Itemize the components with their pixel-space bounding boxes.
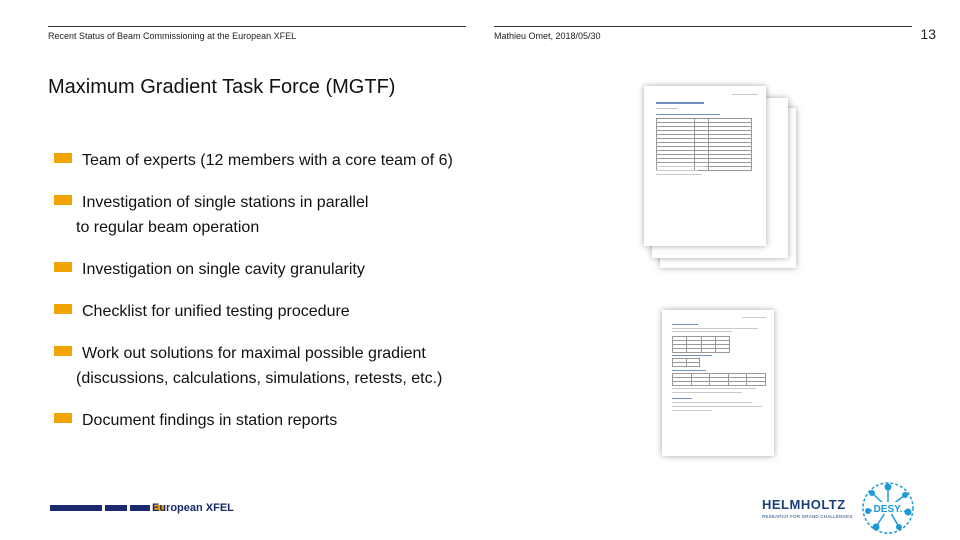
helmholtz-tagline: RESEARCH FOR GRAND CHALLENGES — [762, 514, 853, 519]
bullet-marker-icon — [54, 304, 72, 314]
doc-text-line — [672, 331, 732, 332]
station-report-thumbnail — [662, 310, 774, 456]
bullet-list — [54, 148, 614, 433]
doc-text-line — [656, 170, 698, 171]
brand-bar — [130, 505, 150, 511]
european-xfel-logo-text: European XFEL — [152, 502, 234, 514]
bullet-text-continuation: to regular beam operation — [76, 219, 260, 236]
doc-heading-line — [656, 102, 704, 104]
bullet-marker-icon — [54, 153, 72, 163]
checklist-document-thumbnail — [644, 86, 766, 246]
bullet-item — [54, 299, 614, 324]
header-presentation-title: Recent Status of Beam Commissioning at the European XFEL — [48, 31, 297, 41]
bullet-text: Document findings in station reports — [82, 412, 338, 429]
doc-checklist-table — [656, 118, 752, 171]
bullet-text: Checklist for unified testing procedure — [82, 303, 350, 320]
bullet-text: Investigation on single cavity granularity — [82, 261, 365, 278]
doc-header-line — [742, 317, 766, 318]
bullet-text: Investigation of single stations in parallel — [82, 194, 369, 211]
header-rule-left — [48, 26, 466, 27]
bullet-marker-icon — [54, 262, 72, 272]
doc-text-line — [672, 392, 742, 393]
brand-bar — [50, 505, 102, 511]
doc-text-line — [672, 402, 752, 403]
bullet-text: Team of experts (12 members with a core team of 6) — [82, 152, 453, 169]
slide-title: Maximum Gradient Task Force (MGTF) — [48, 76, 396, 98]
helmholtz-logo — [762, 497, 853, 519]
bullet-marker-icon — [54, 413, 72, 423]
doc-subheading-line — [672, 355, 712, 356]
doc-heading-line — [672, 324, 698, 325]
helmholtz-logo-text: HELMHOLTZ — [762, 497, 846, 512]
doc-params-table — [672, 373, 766, 386]
desy-logo-icon — [861, 481, 915, 535]
doc-text-line — [656, 174, 702, 175]
doc-subheading-line — [672, 398, 692, 399]
doc-subheading-line — [656, 114, 720, 115]
doc-text-line — [672, 328, 758, 329]
header-rule-right — [494, 26, 912, 27]
doc-text-line — [672, 410, 712, 411]
doc-text-line — [656, 108, 678, 109]
slide-number: 13 — [920, 26, 936, 42]
doc-text-line — [672, 406, 762, 407]
bullet-marker-icon — [54, 195, 72, 205]
brand-bar — [105, 505, 127, 511]
bullet-item — [54, 190, 614, 240]
bullet-text-continuation: (discussions, calculations, simulations, retests, etc.) — [76, 370, 443, 387]
bullet-item — [54, 257, 614, 282]
bullet-marker-icon — [54, 346, 72, 356]
bullet-text: Work out solutions for maximal possible gradient — [82, 345, 426, 362]
xfel-brand-bars — [50, 505, 165, 511]
doc-text-line — [672, 388, 756, 389]
bullet-item — [54, 408, 614, 433]
doc-results-table — [672, 336, 730, 353]
doc-text-line — [656, 166, 706, 167]
desy-logo-text: DESY. — [873, 504, 903, 515]
header-author-date: Mathieu Omet, 2018/05/30 — [494, 31, 601, 41]
doc-header-line — [732, 94, 758, 95]
bullet-item — [54, 148, 614, 173]
doc-subheading-line — [672, 370, 706, 371]
bullet-item — [54, 341, 614, 391]
doc-summary-table — [672, 358, 700, 367]
